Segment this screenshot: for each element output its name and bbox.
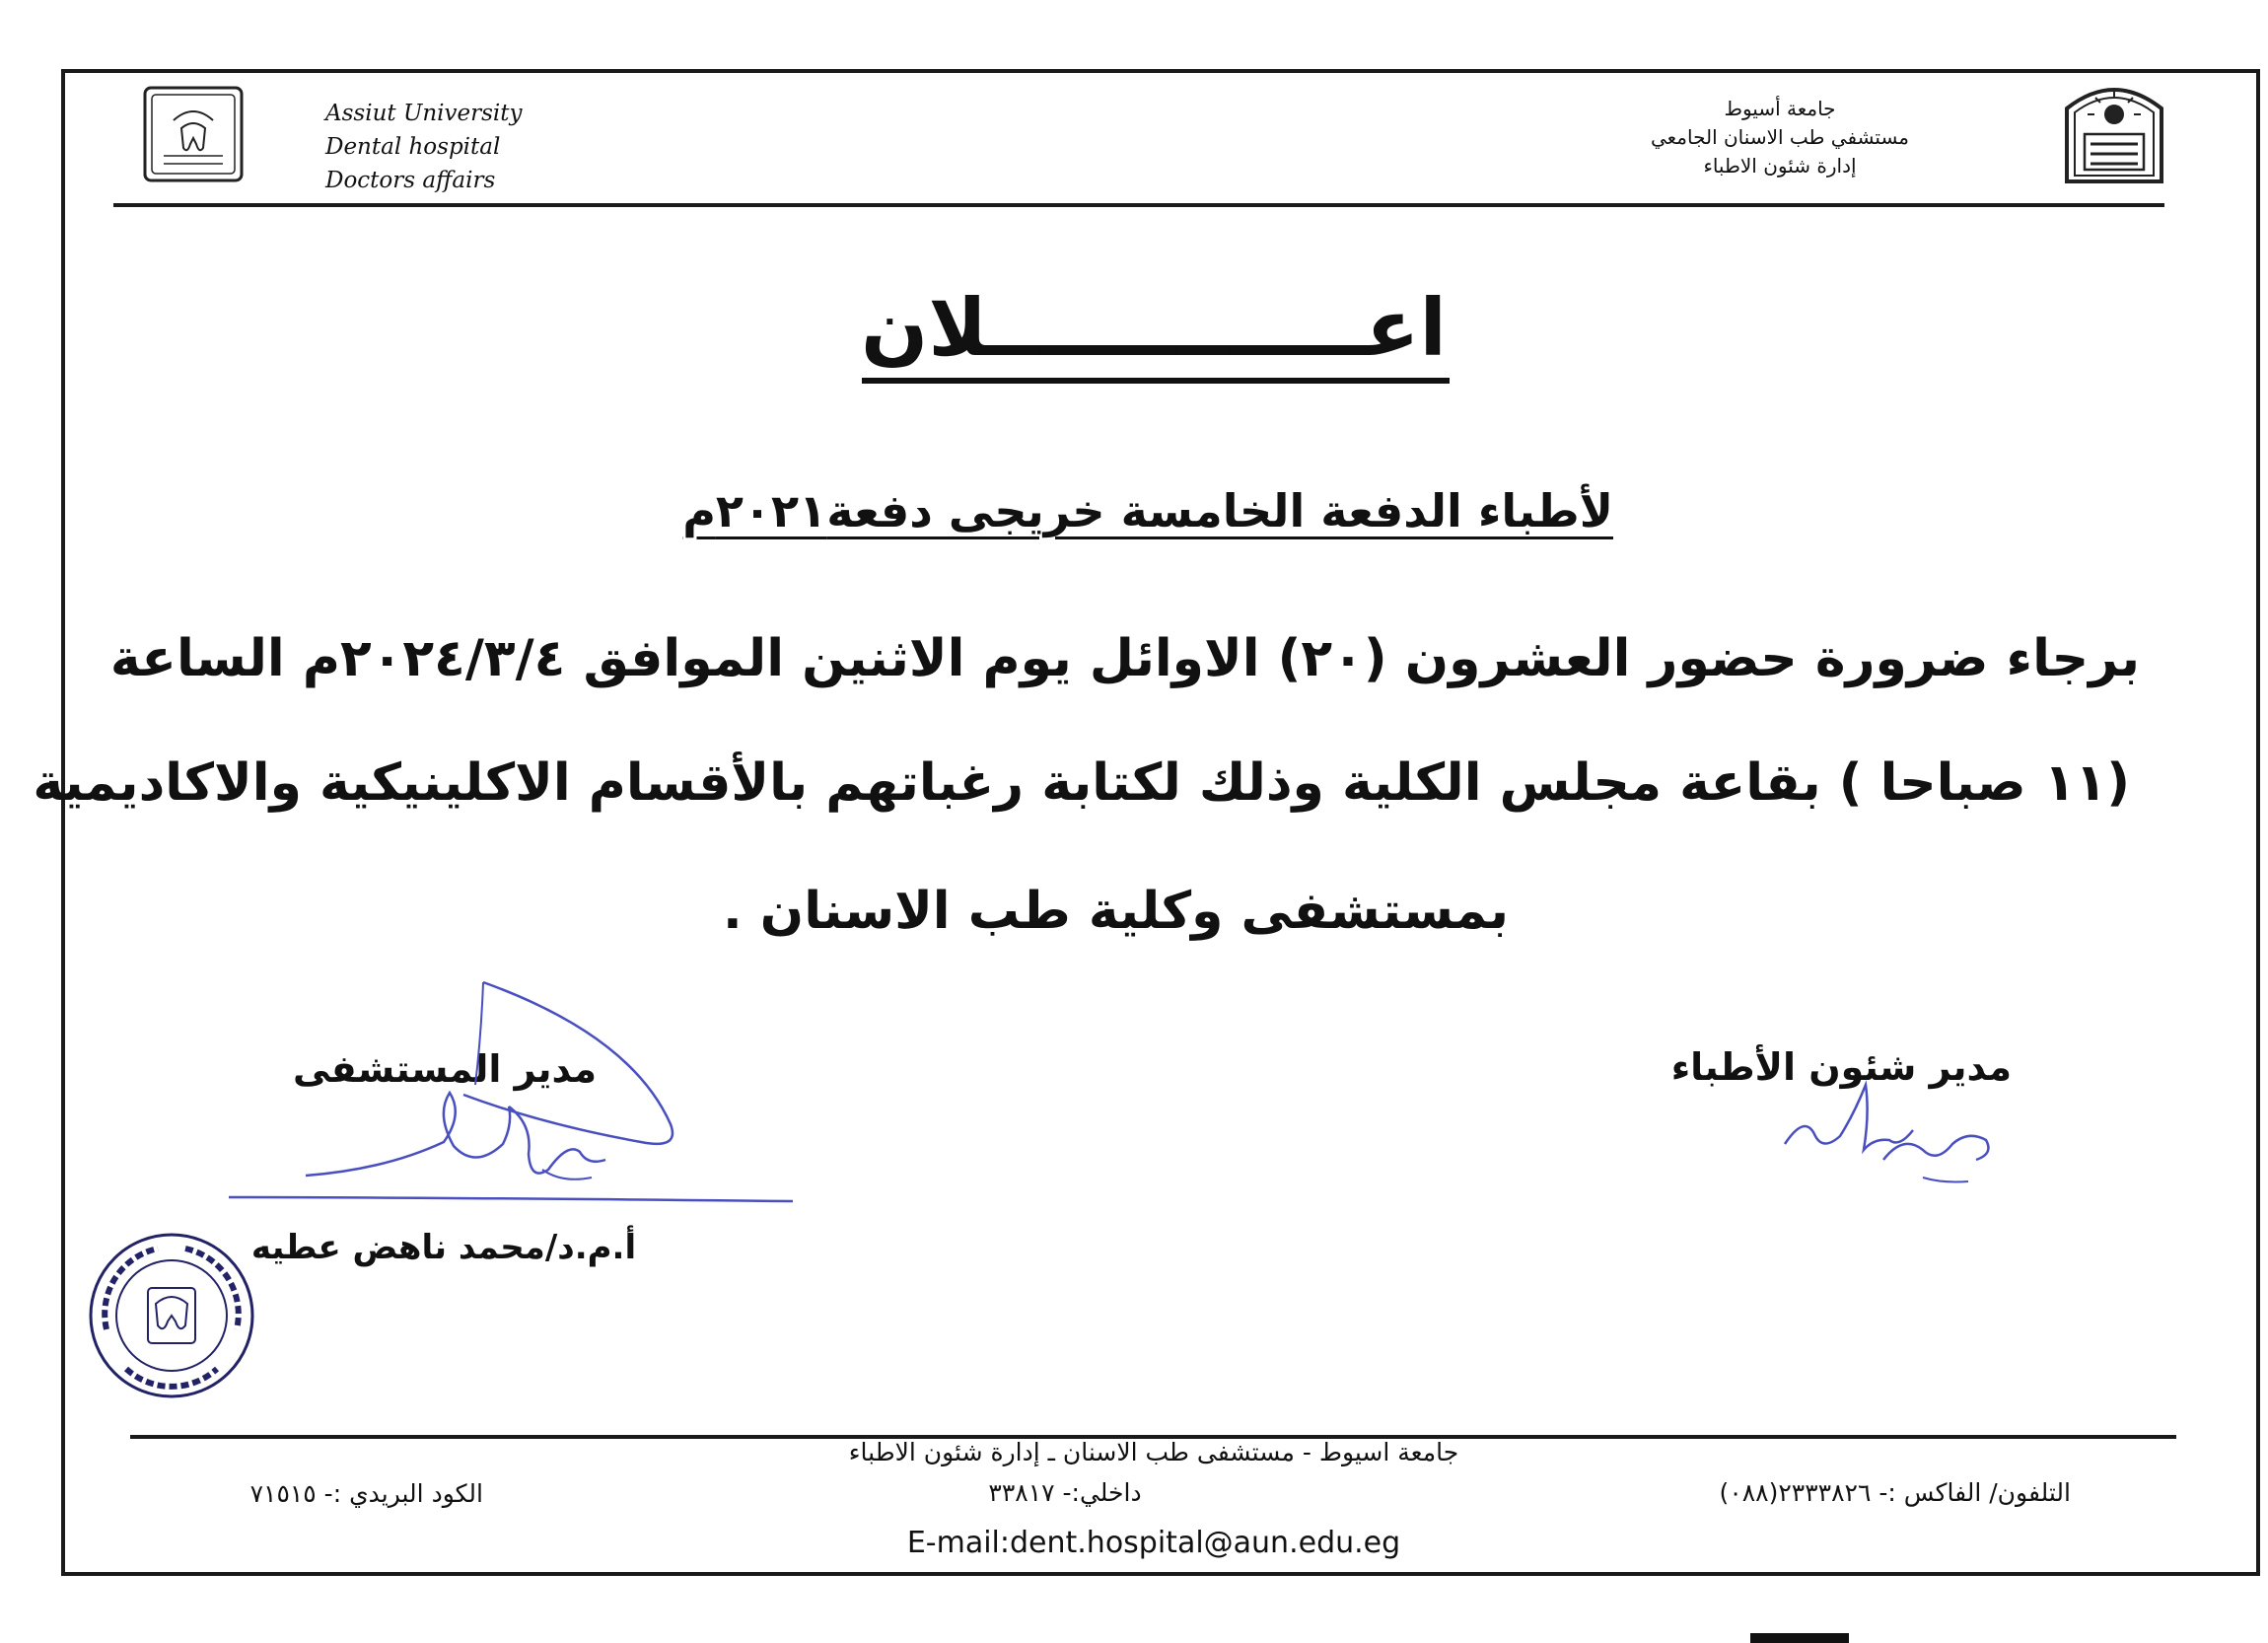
footer-extension: داخلي:- ٣٣٨١٧ [988, 1478, 1142, 1507]
footer-address: جامعة اسيوط - مستشفى طب الاسنان ـ إدارة شئون الاطباء [848, 1438, 1459, 1466]
header-english-line: Doctors affairs [325, 168, 496, 193]
header-arabic-line: إدارة شئون الاطباء [1703, 154, 1857, 178]
header-english-block [325, 97, 602, 197]
body-line: برجاء ضرورة حضور العشرون (٢٠) الاوائل يوم الاثنين الموافق ٢٠٢٤/٣/٤م الساعة [109, 629, 2140, 688]
header-arabic-line: جامعة أسيوط [1724, 97, 1836, 120]
announcement-title: اعــــــــــــــلان [861, 282, 1447, 374]
official-stamp-icon [87, 1231, 256, 1400]
body-line: (١١ صباحا ) بقاعة مجلس الكلية وذلك لكتابة رغباتهم بالأقسام الاكلينيكية والاكاديمية [33, 753, 2130, 813]
body-line: بمستشفى وكلية طب الاسنان . [722, 882, 1509, 941]
header-english-line: Assiut University [325, 101, 523, 126]
doctors-affairs-director-title: مدير شئون الأطباء [1670, 1045, 2012, 1089]
announcement-subtitle: لأطباء الدفعة الخامسة خريجى دفعة٢٠٢١م [682, 484, 1613, 537]
header-arabic-line: مستشفي طب الاسنان الجامعي [1650, 125, 1910, 149]
hospital-director-title: مدير المستشفى [292, 1047, 597, 1091]
footer-phone-fax: التلفون/ الفاكس :- ٢٣٣٣٨٢٦(٠٨٨) [1719, 1478, 2071, 1507]
hospital-director-name: أ.م.د/محمد ناهض عطيه [250, 1228, 637, 1267]
footer-email: E-mail:dent.hospital@aun.edu.eg [906, 1526, 1401, 1560]
faculty-logo-icon [142, 85, 245, 183]
doctors-affairs-director-signature [1775, 1075, 2002, 1193]
assiut-university-logo-icon [2061, 79, 2167, 187]
hospital-director-signature [217, 976, 809, 1213]
header-divider [113, 203, 2164, 207]
header-arabic-block [1617, 95, 1943, 180]
footer-postal-code: الكود البريدي :- ٧١٥١٥ [249, 1479, 483, 1508]
header-english-line: Dental hospital [325, 134, 501, 160]
scan-edge-mark [1750, 1633, 1849, 1643]
title-underline [862, 378, 1450, 384]
